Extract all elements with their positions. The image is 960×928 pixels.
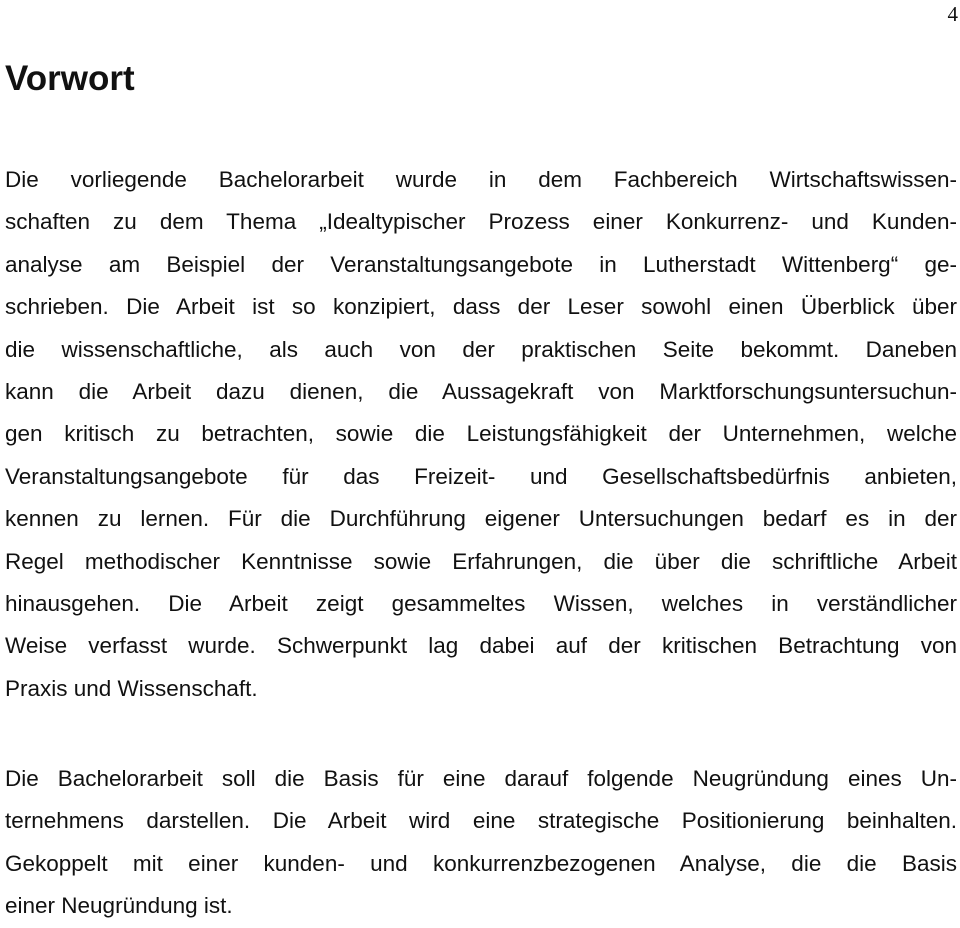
paragraph-2 [5,758,957,928]
text-line: Gekoppelt mit einer kunden- und konkurrenzbezogenen Analyse, die die Basis [5,850,957,876]
text-line: Veranstaltungsangebote für das Freizeit- und Gesellschaftsbedürfnis anbieten, [5,463,957,489]
text-line: schrieben. Die Arbeit ist so konzipiert, dass der Leser sowohl einen Überblick über [5,294,957,320]
text-line: gen kritisch zu betrachten, sowie die Leistungsfähigkeit der Unternehmen, welche [5,421,957,447]
text-line: Die Bachelorarbeit soll die Basis für eine darauf folgende Neugründung eines Un- [5,766,957,791]
text-line: analyse am Beispiel der Veranstaltungsangebote in Lutherstadt Wittenberg“ ge- [5,251,957,277]
text-line: ternehmens darstellen. Die Arbeit wird eine strategische Positionierung beinhalten. [5,808,957,834]
text-line: Die vorliegende Bachelorarbeit wurde in dem Fachbereich Wirtschaftswissen- [5,167,957,192]
text-line: kann die Arbeit dazu dienen, die Aussagekraft von Marktforschungsuntersuchun- [5,379,957,405]
text-line: Weise verfasst wurde. Schwerpunkt lag dabei auf der kritischen Betrachtung von [5,633,957,659]
paragraph-1 [5,159,957,710]
text-line: kennen zu lernen. Für die Durchführung eigener Untersuchungen bedarf es in der [5,506,957,532]
text-line: schaften zu dem Thema „Idealtypischer Prozess einer Konkurrenz- und Kunden- [5,209,957,235]
text-line: die wissenschaftliche, als auch von der praktischen Seite bekommt. Daneben [5,336,957,362]
text-line: Praxis und Wissenschaft. [5,675,258,701]
page-number: 4 [947,2,958,26]
text-line: Regel methodischer Kenntnisse sowie Erfahrungen, die über die schriftliche Arbeit [5,548,957,574]
page-heading: Vorwort [5,59,135,98]
text-line: einer Neugründung ist. [5,893,233,919]
text-line: hinausgehen. Die Arbeit zeigt gesammeltes Wissen, welches in verständlicher [5,591,957,617]
